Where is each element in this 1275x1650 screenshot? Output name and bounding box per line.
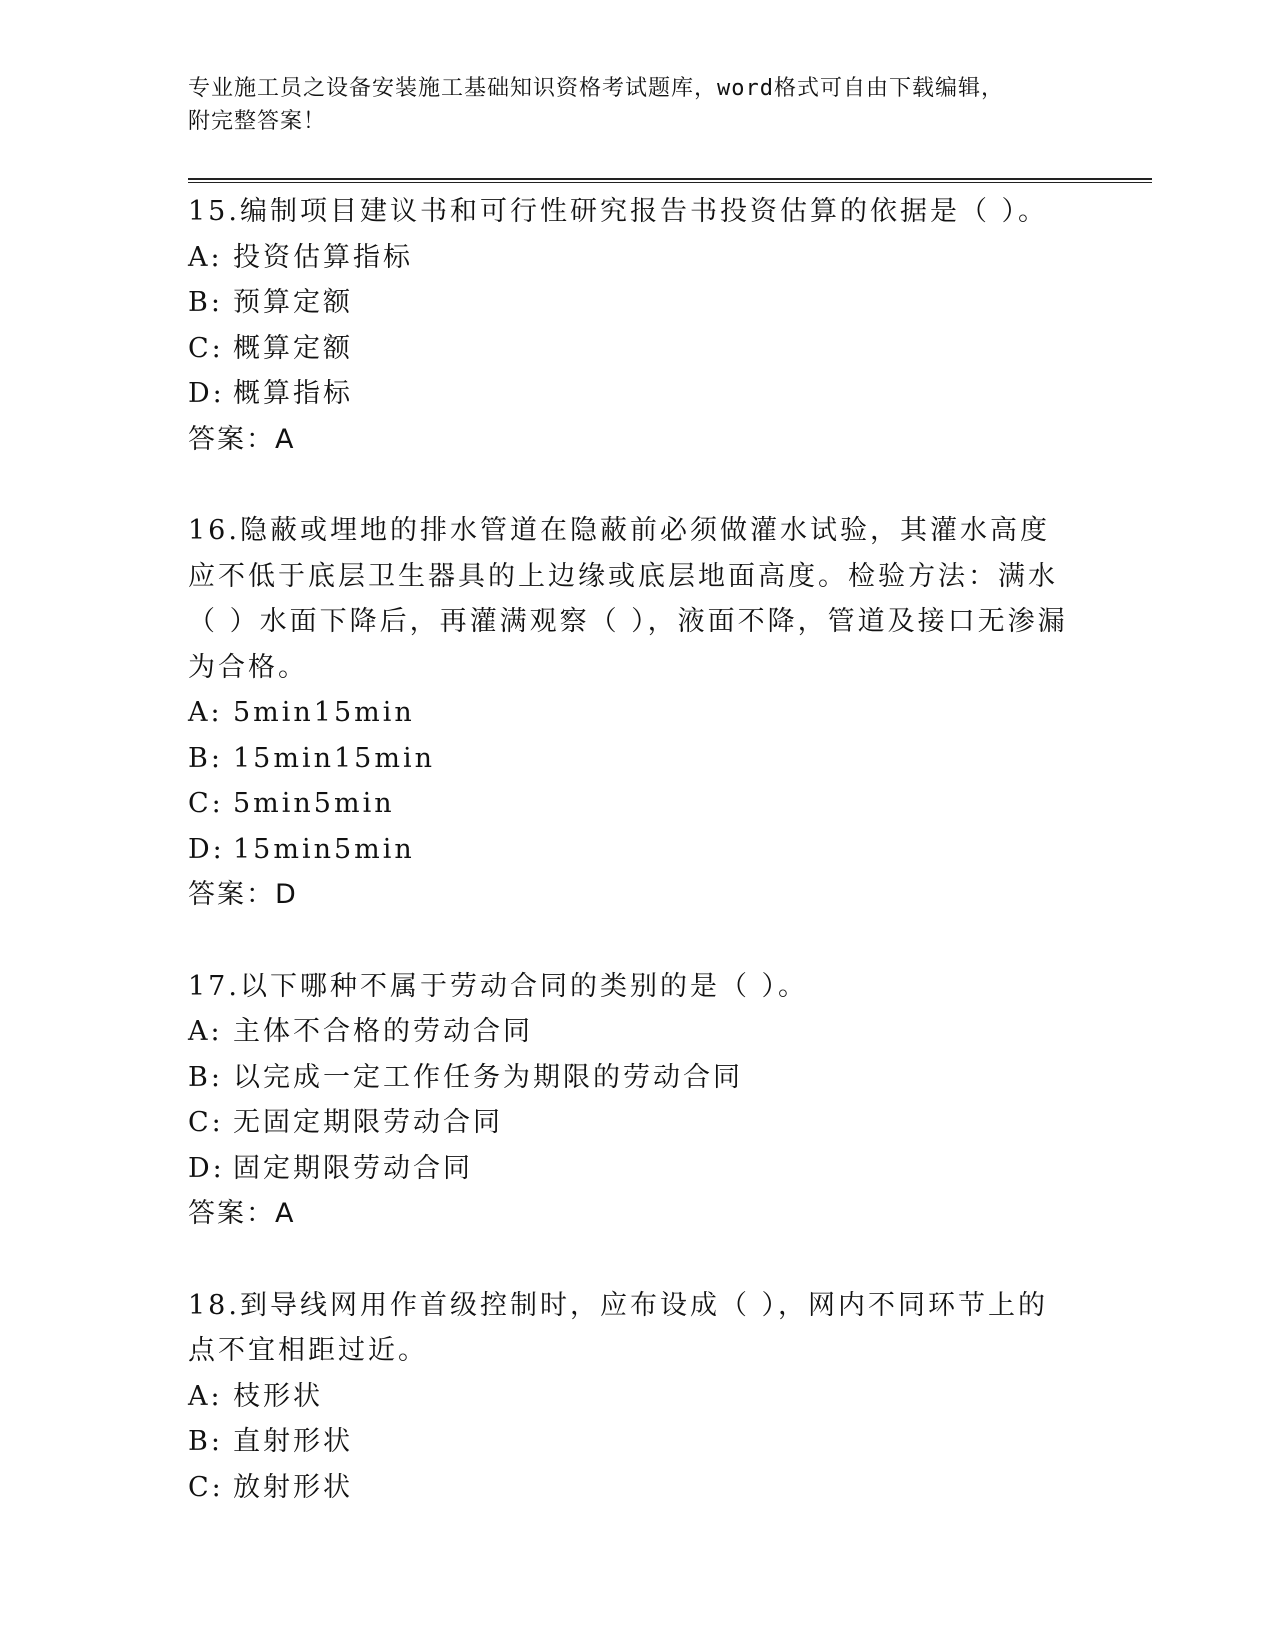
option-text: 预算定额	[233, 287, 353, 318]
option-a	[188, 690, 1088, 736]
option-text: 概算定额	[233, 332, 353, 364]
option-text: 15min5min	[233, 833, 415, 865]
answer-line: 答案：D	[188, 879, 298, 910]
option-letter: C:	[188, 1107, 224, 1138]
option-text: 投资估算指标	[233, 241, 413, 273]
option-letter: C:	[188, 332, 224, 364]
header-line-1: 专业施工员之设备安装施工基础知识资格考试题库，word格式可自由下载编辑，	[188, 76, 1004, 101]
option-letter: A:	[188, 241, 223, 273]
option-d	[188, 371, 1088, 417]
question-list	[188, 189, 1088, 1556]
option-text: 概算指标	[233, 378, 353, 409]
option-letter: A:	[188, 1380, 223, 1412]
option-text: 无固定期限劳动合同	[233, 1107, 503, 1138]
option-c	[188, 781, 1088, 827]
option-letter: A:	[188, 1016, 223, 1047]
question-stem: 16.隐蔽或埋地的排水管道在隐蔽前必须做灌水试验，其灌水高度应不低于底层卫生器具的上边缘或底层地面高度。检验方法：满水（ ）水面下降后，再灌满观察（ ），液面不降，管道及接口无渗漏为合格。	[188, 515, 1068, 683]
option-b	[188, 1055, 1088, 1101]
option-letter: A:	[188, 697, 223, 728]
option-a	[188, 235, 1088, 281]
document-header	[188, 72, 1088, 138]
option-c	[188, 1100, 1088, 1146]
answer-line: 答案：A	[188, 1198, 296, 1229]
option-text: 5min15min	[233, 697, 415, 728]
option-letter: B:	[188, 287, 223, 318]
header-line-2: 附完整答案！	[188, 109, 327, 134]
question-16	[188, 508, 1088, 918]
option-letter: D:	[188, 378, 225, 409]
option-a	[188, 1374, 1088, 1420]
option-text: 固定期限劳动合同	[233, 1152, 473, 1184]
option-d	[188, 827, 1088, 873]
header-divider	[188, 178, 1152, 183]
option-b	[188, 736, 1088, 782]
question-17	[188, 964, 1088, 1237]
option-text: 5min5min	[233, 788, 395, 819]
option-letter: B:	[188, 1061, 223, 1093]
question-15	[188, 189, 1088, 462]
option-letter: C:	[188, 788, 224, 819]
option-b	[188, 1419, 1088, 1465]
option-text: 15min15min	[233, 742, 435, 774]
option-letter: D:	[188, 833, 225, 865]
answer-line: 答案：A	[188, 423, 296, 455]
option-b	[188, 280, 1088, 326]
option-text: 直射形状	[233, 1426, 353, 1457]
question-stem: 15.编制项目建议书和可行性研究报告书投资估算的依据是（ ）。	[188, 196, 1049, 227]
option-c	[188, 326, 1088, 372]
question-stem: 17.以下哪种不属于劳动合同的类别的是（ ）。	[188, 970, 809, 1002]
option-a	[188, 1009, 1088, 1055]
option-c	[188, 1465, 1088, 1511]
option-text: 以完成一定工作任务为期限的劳动合同	[233, 1061, 743, 1093]
option-text: 放射形状	[233, 1471, 353, 1503]
question-18	[188, 1283, 1088, 1511]
option-letter: C:	[188, 1471, 224, 1503]
option-d	[188, 1146, 1088, 1192]
option-letter: B:	[188, 1426, 223, 1457]
option-letter: D:	[188, 1152, 225, 1184]
option-text: 枝形状	[233, 1380, 323, 1412]
option-letter: B:	[188, 742, 223, 774]
question-stem: 18.到导线网用作首级控制时，应布设成（ ），网内不同环节上的点不宜相距过近。	[188, 1289, 1049, 1366]
option-text: 主体不合格的劳动合同	[233, 1016, 533, 1047]
